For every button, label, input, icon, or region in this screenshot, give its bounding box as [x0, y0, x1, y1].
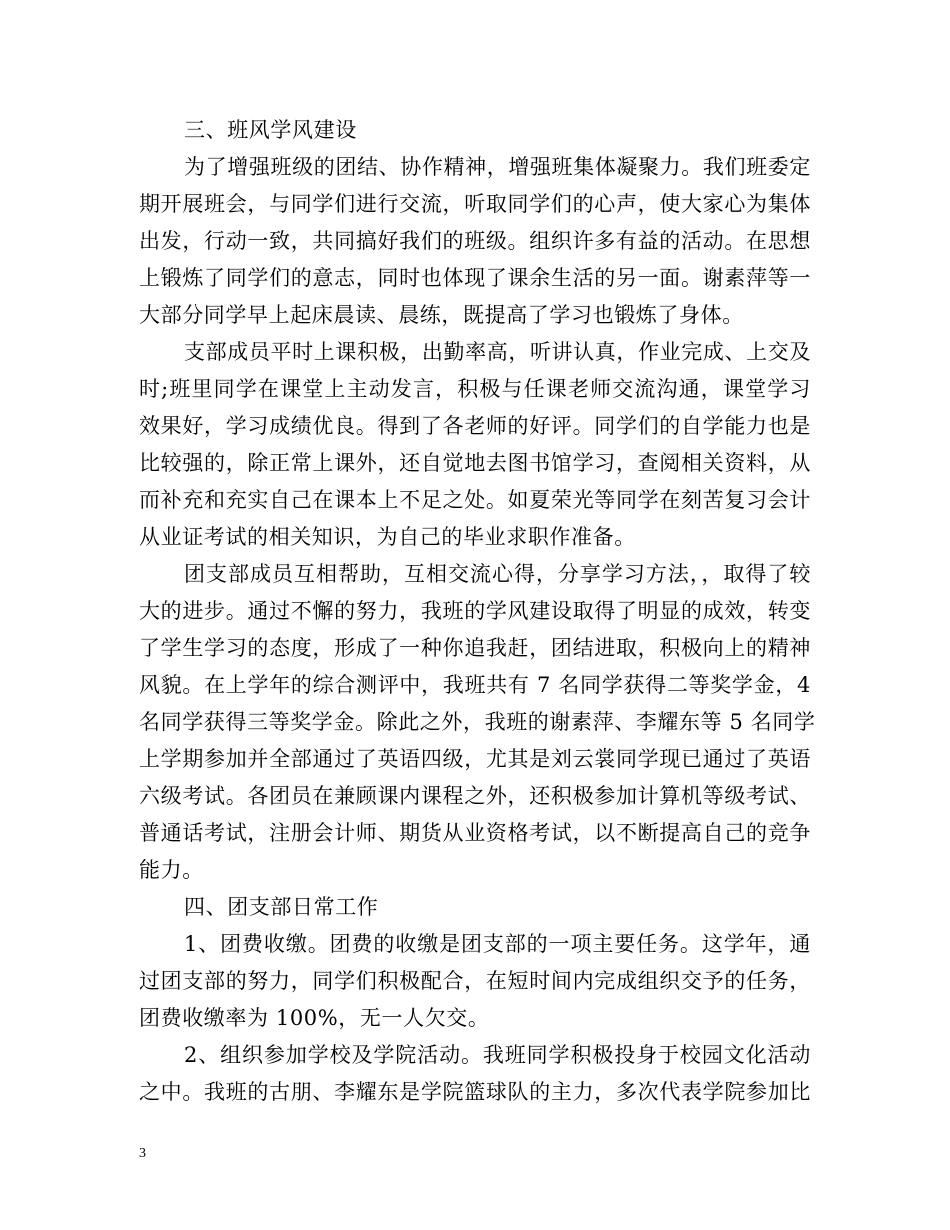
paragraph-line: 六级考试。各团员在兼顾课内课程之外，还积极参加计算机等级考试、 [139, 784, 811, 808]
paragraph-line: 1、团费收缴。团费的收缴是团支部的一项主要任务。这学年，通 [184, 932, 811, 956]
section-heading: 三、班风学风建设 [184, 118, 357, 142]
section-heading: 四、团支部日常工作 [184, 895, 379, 919]
paragraph-line: 普通话考试，注册会计师、期货从业资格考试，以不断提高自己的竞争 [139, 821, 811, 845]
paragraph-line: 上学期参加并全部通过了英语四级，尤其是刘云裳同学现已通过了英语 [139, 747, 811, 771]
paragraph-line: 时;班里同学在课堂上主动发言，积极与任课老师交流沟通，课堂学习 [139, 377, 811, 401]
paragraph-line: 而补充和充实自己在课本上不足之处。如夏荣光等同学在刻苦复习会计 [139, 488, 811, 512]
paragraph-line: 大部分同学早上起床晨读、晨练，既提高了学习也锻炼了身体。 [139, 303, 744, 327]
paragraph-line: 期开展班会，与同学们进行交流，听取同学们的心声，使大家心为集体 [139, 192, 811, 216]
paragraph-line: 从业证考试的相关知识，为自己的毕业求职作准备。 [139, 525, 636, 549]
paragraph-line: 团费收缴率为 100%，无一人欠交。 [139, 1006, 490, 1030]
paragraph-line: 大的进步。通过不懈的努力，我班的学风建设取得了明显的成效，转变 [139, 599, 811, 623]
paragraph-line: 为了增强班级的团结、协作精神，增强班集体凝聚力。我们班委定 [184, 155, 811, 179]
paragraph-line: 过团支部的努力，同学们积极配合，在短时间内完成组织交予的任务， [139, 969, 811, 993]
document-body [139, 112, 816, 1111]
paragraph-line: 2、组织参加学校及学院活动。我班同学积极投身于校园文化活动 [184, 1043, 811, 1067]
paragraph-line: 效果好，学习成绩优良。得到了各老师的好评。同学们的自学能力也是 [139, 414, 811, 438]
paragraph-line: 比较强的，除正常上课外，还自觉地去图书馆学习，查阅相关资料，从 [139, 451, 811, 475]
paragraph-line: 了学生学习的态度，形成了一种你追我赶，团结进取，积极向上的精神 [139, 636, 811, 660]
paragraph-line: 支部成员平时上课积极，出勤率高，听讲认真，作业完成、上交及 [184, 340, 811, 364]
paragraph-line: 风貌。在上学年的综合测评中，我班共有 7 名同学获得二等奖学金，4 [139, 673, 811, 697]
paragraph-line: 上锻炼了同学们的意志，同时也体现了课余生活的另一面。谢素萍等一 [139, 266, 811, 290]
paragraph-line: 之中。我班的古朋、李耀东是学院篮球队的主力，多次代表学院参加比 [139, 1080, 811, 1104]
page-number: 3 [139, 1146, 146, 1161]
paragraph-line: 出发，行动一致，共同搞好我们的班级。组织许多有益的活动。在思想 [139, 229, 811, 253]
paragraph-line: 名同学获得三等奖学金。除此之外，我班的谢素萍、李耀东等 5 名同学 [139, 710, 816, 734]
paragraph-line: 能力。 [139, 858, 204, 882]
paragraph-line: 团支部成员互相帮助，互相交流心得，分享学习方法，，取得了较 [184, 562, 811, 586]
